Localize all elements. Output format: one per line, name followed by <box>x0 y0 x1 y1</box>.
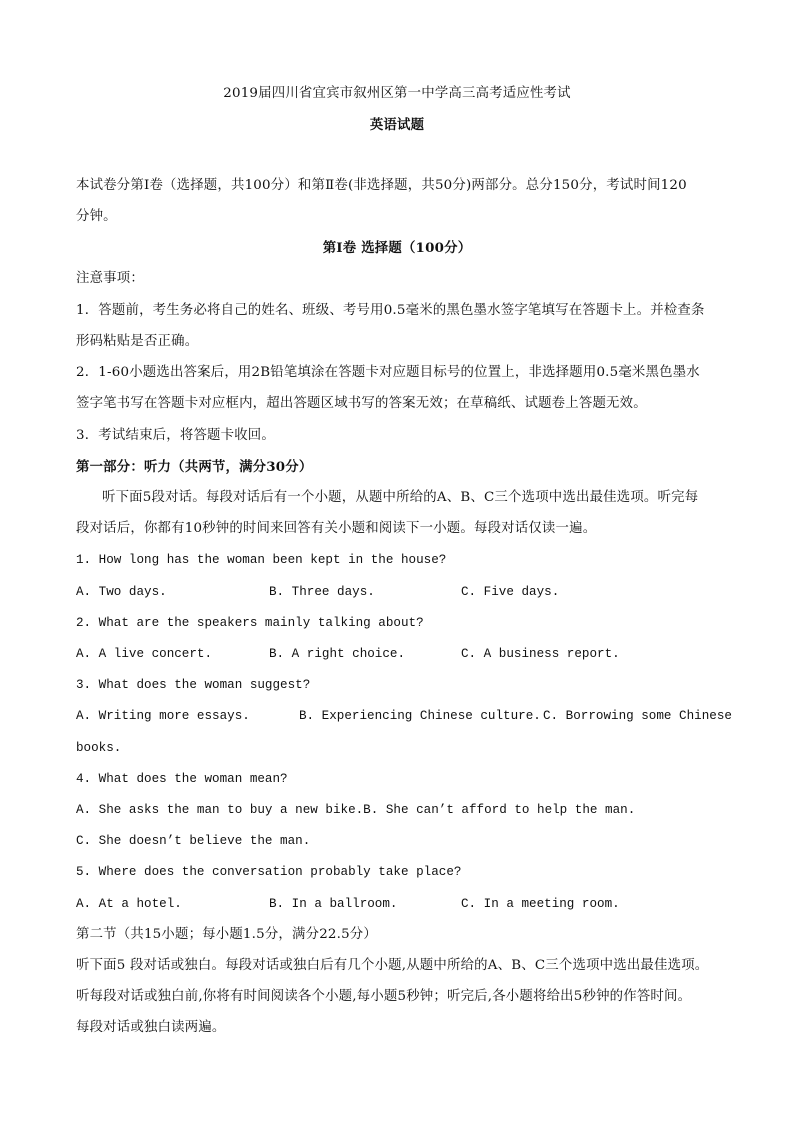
option-a: A. At a hotel. <box>76 897 182 911</box>
notice-item-2-line-2: 签字笔书写在答题卡对应框内，超出答题区域书写的答案无效；在草稿纸、试题卷上答题无效。 <box>76 396 647 411</box>
option-c: C. A business report. <box>461 647 620 661</box>
intro-line-2: 分钟。 <box>76 209 117 224</box>
question-4-option-c: C. She doesn’t believe the man. <box>76 834 311 848</box>
part1-title: 第Ⅰ卷 选择题（100分） <box>322 240 472 256</box>
notice-item-2-line-1: 2．1-60小题选出答案后，用2B铅笔填涂在答题卡对应题目标号的位置上，非选择题用0.5毫米黑色墨水 <box>76 365 700 380</box>
section-2-instruction-line-2: 听每段对话或独白前,你将有时间阅读各个小题,每小题5秒钟；听完后,各小题将给出5秒钟的作答时间。 <box>76 989 692 1004</box>
section-2-instruction-line-3: 每段对话或独白读两遍。 <box>76 1020 226 1035</box>
option-c: C. In a meeting room. <box>461 897 620 911</box>
section-2-heading: 第二节（共15小题；每小题1.5分，满分22.5分） <box>76 927 377 942</box>
question-3-stem: 3. What does the woman suggest? <box>76 678 311 692</box>
intro-line-1: 本试卷分第Ⅰ卷（选择题，共100分）和第Ⅱ卷(非选择题，共50分)两部分。总分150分，考试时间120 <box>76 178 687 193</box>
option-a: A. Two days. <box>76 585 167 599</box>
option-b: B. Three days. <box>269 585 375 599</box>
question-5-stem: 5. Where does the conversation probably take place? <box>76 865 462 879</box>
question-4-options-ab: A. She asks the man to buy a new bike.B. She can’t afford to help the man. <box>76 803 636 817</box>
listening-heading: 第一部分：听力（共两节，满分30分） <box>76 459 313 475</box>
notice-heading: 注意事项： <box>76 271 144 286</box>
exam-title: 2019届四川省宜宾市叙州区第一中学高三高考适应性考试 <box>223 86 571 101</box>
notice-item-3: 3．考试结束后，将答题卡收回。 <box>76 428 275 443</box>
option-a: A. A live concert. <box>76 647 213 661</box>
question-2-stem: 2. What are the speakers mainly talking about? <box>76 616 424 630</box>
notice-item-1-line-1: 1．答题前，考生务必将自己的姓名、班级、考号用0.5毫米的黑色墨水签字笔填写在答题卡上。并检查条 <box>76 303 705 318</box>
option-b: B. A right choice. <box>269 647 406 661</box>
notice-item-1-line-2: 形码粘贴是否正确。 <box>76 334 199 349</box>
question-4-stem: 4. What does the woman mean? <box>76 772 288 786</box>
question-1-stem: 1. How long has the woman been kept in the house? <box>76 553 447 567</box>
option-c: C. Borrowing some Chinese <box>543 709 732 723</box>
listening-instruction-line-1: 听下面5段对话。每段对话后有一个小题，从题中所给的A、B、C三个选项中选出最佳选项。听完每 <box>102 490 699 505</box>
section-2-instruction-line-1: 听下面5 段对话或独白。每段对话或独白后有几个小题,从题中所给的A、B、C三个选项中选出最佳选项。 <box>76 958 709 973</box>
listening-instruction-line-2: 段对话后，你都有10秒钟的时间来回答有关小题和阅读下一小题。每段对话仅读一遍。 <box>76 521 597 536</box>
option-a: A. Writing more essays. <box>76 709 250 723</box>
question-3-option-c-continued: books. <box>76 741 122 755</box>
option-c: C. Five days. <box>461 585 560 599</box>
option-b: B. Experiencing Chinese culture. <box>299 709 541 723</box>
exam-subtitle: 英语试题 <box>369 117 425 133</box>
option-b: B. In a ballroom. <box>269 897 398 911</box>
